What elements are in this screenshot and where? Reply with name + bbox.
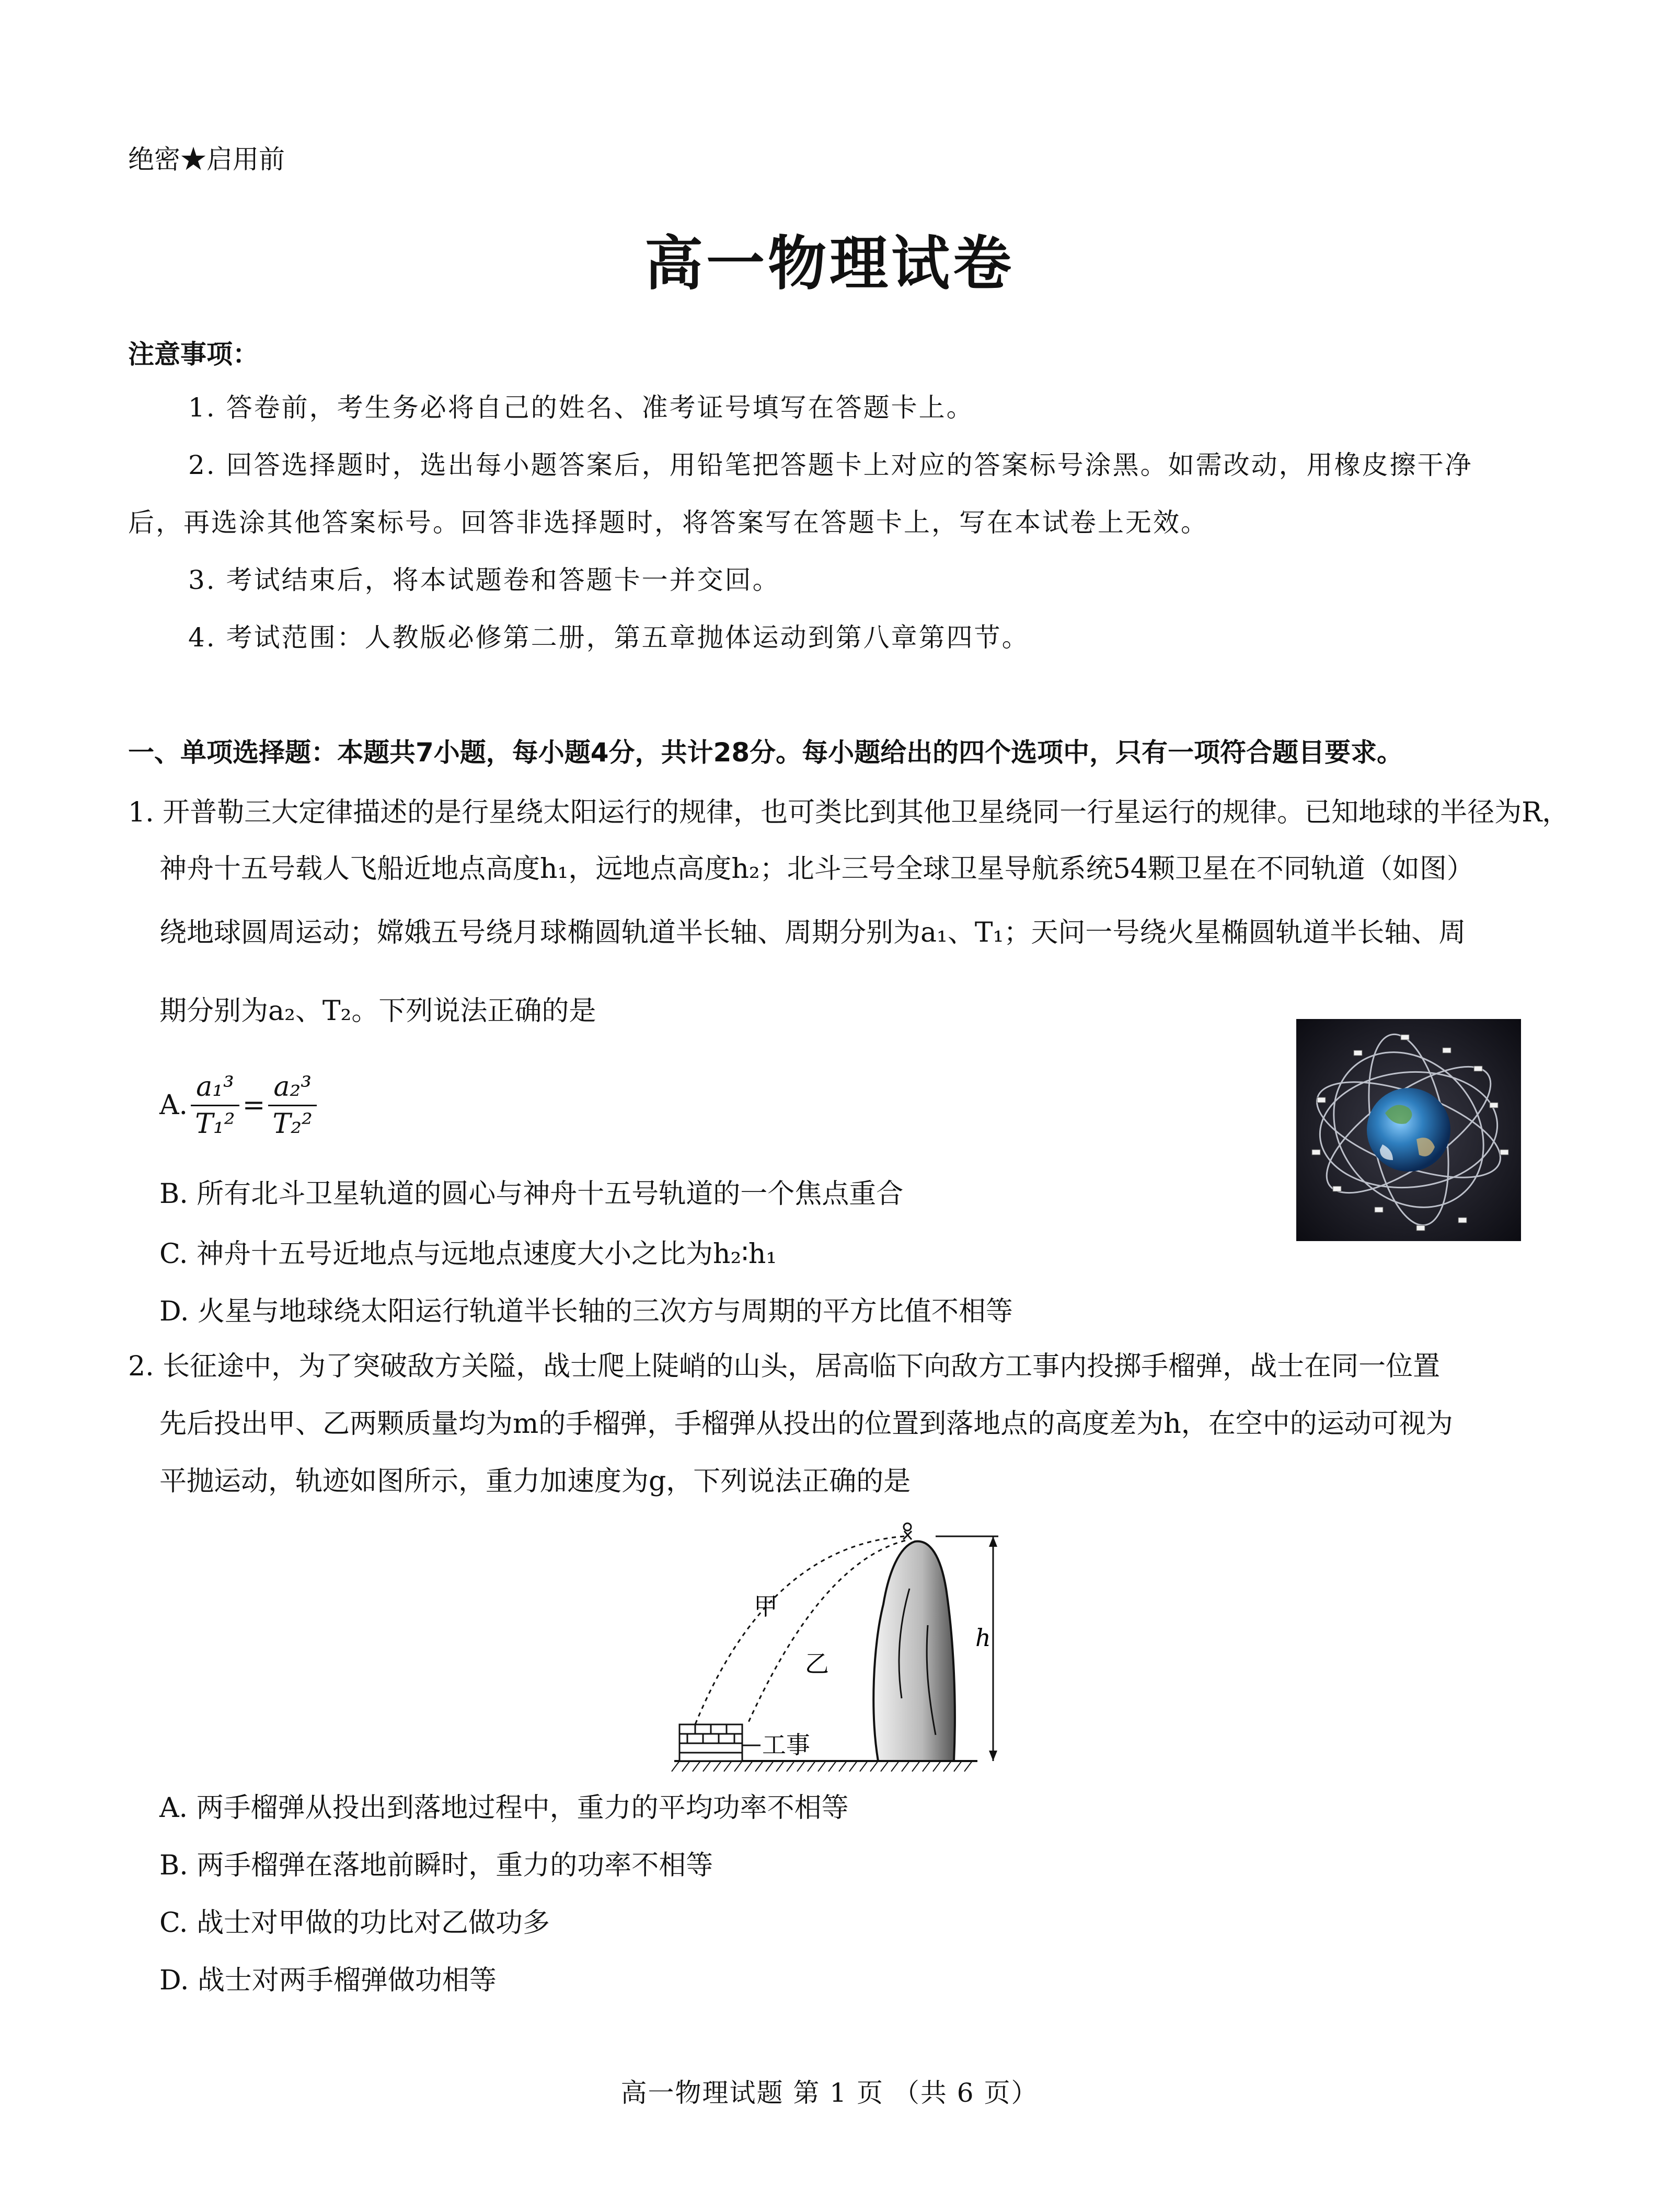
fraction-numerator: a₂³ — [268, 1071, 317, 1106]
question-2-line: 先后投出甲、乙两颗质量均为m的手榴弹，手榴弹从投出的位置到落地点的高度差为h，在空中的运动可视为 — [159, 1408, 1453, 1440]
option-d: D. 火星与地球绕太阳运行轨道半长轴的三次方与周期的平方比值不相等 — [159, 1296, 1013, 1327]
note-item: 后，再选涂其他答案标号。回答非选择题时，将答案写在答题卡上，写在本试卷上无效。 — [128, 507, 1208, 538]
section-heading: 一、单项选择题：本题共7小题，每小题4分，共计28分。每小题给出的四个选项中，只有一项符合题目要求。 — [128, 737, 1403, 768]
note-item: 4. 考试范围：人教版必修第二册，第五章抛体运动到第八章第四节。 — [188, 622, 1030, 653]
question-1-line: 期分别为a₂、T₂。下列说法正确的是 — [159, 995, 596, 1027]
equals-sign: = — [242, 1090, 266, 1121]
question-2-line: 平抛运动，轨迹如图所示，重力加速度为g，下列说法正确的是 — [159, 1466, 911, 1497]
satellite-orbits-image — [1296, 1019, 1521, 1241]
note-item: 1. 答卷前，考生务必将自己的姓名、准考证号填写在答题卡上。 — [188, 392, 974, 423]
fraction-denominator: T₂² — [272, 1108, 313, 1140]
question-2-line: 2. 长征途中，为了突破敌方关隘，战士爬上陡峭的山头，居高临下向敌方工事内投掷手榴弹，战士在同一位置 — [128, 1351, 1441, 1382]
label-jia: 甲 — [754, 1592, 778, 1620]
question-1-line: 1. 开普勒三大定律描述的是行星绕太阳运行的规律，也可类比到其他卫星绕同一行星运行的规律。已知地球的半径为R， — [128, 797, 1570, 828]
trajectory-diagram — [664, 1515, 998, 1787]
note-item: 3. 考试结束后，将本试题卷和答题卡一并交回。 — [188, 565, 780, 595]
note-item: 2. 回答选择题时，选出每小题答案后，用铅笔把答题卡上对应的答案标号涂黑。如需改动，用橡皮擦干净 — [188, 450, 1473, 480]
label-gongshi: 工事 — [762, 1731, 810, 1759]
option-c: C. 神舟十五号近地点与远地点速度大小之比为h₂∶h₁ — [159, 1238, 777, 1270]
option-a: A. 两手榴弹从投出到落地过程中，重力的平均功率不相等 — [159, 1792, 849, 1824]
option-a-label: A. — [159, 1090, 188, 1121]
option-c: C. 战士对甲做的功比对乙做功多 — [159, 1907, 550, 1939]
option-b: B. 两手榴弹在落地前瞬时，重力的功率不相等 — [159, 1850, 713, 1881]
fraction-right — [268, 1071, 317, 1140]
bunker — [679, 1724, 742, 1761]
fraction-numerator: a₁³ — [191, 1071, 239, 1106]
soldier-figure — [903, 1523, 912, 1539]
fraction-left — [191, 1071, 239, 1140]
page-footer: 高一物理试题 第 1 页 （共 6 页） — [620, 2078, 1039, 2108]
question-1-line: 神舟十五号载人飞船近地点高度h₁，远地点高度h₂；北斗三号全球卫星导航系统54颗卫星在不同轨道（如图） — [159, 853, 1474, 885]
label-h: h — [975, 1624, 991, 1652]
option-d: D. 战士对两手榴弹做功相等 — [159, 1965, 497, 1996]
notes-heading: 注意事项： — [128, 339, 259, 369]
secret-label: 绝密★启用前 — [128, 144, 285, 175]
option-b: B. 所有北斗卫星轨道的圆心与神舟十五号轨道的一个焦点重合 — [159, 1178, 904, 1210]
option-a — [159, 1061, 320, 1150]
page-title: 高一物理试卷 — [644, 230, 1015, 298]
question-1-line: 绕地球圆周运动；嫦娥五号绕月球椭圆轨道半长轴、周期分别为a₁、T₁；天问一号绕火星椭圆轨道半长轴、周 — [159, 917, 1466, 948]
label-yi: 乙 — [805, 1650, 829, 1678]
fraction-denominator: T₁² — [195, 1108, 235, 1140]
